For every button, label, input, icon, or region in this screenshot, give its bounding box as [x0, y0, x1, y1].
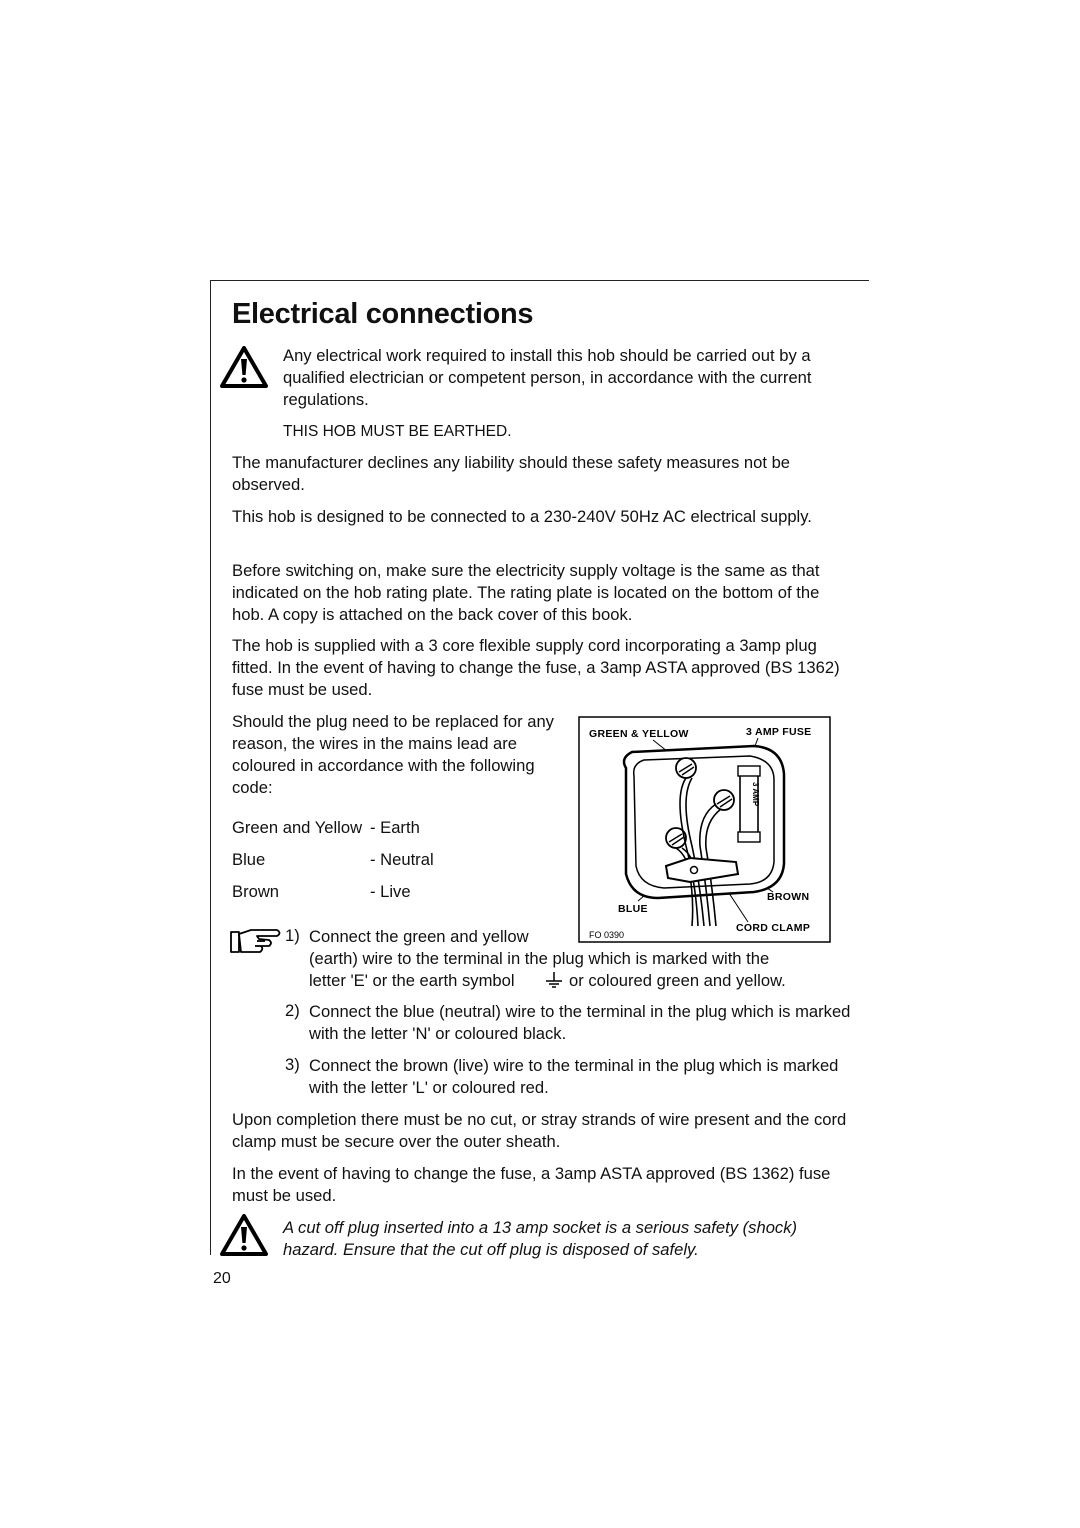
- rating-paragraph: Before switching on, make sure the electricity supply voltage is the same as that indicated on the hob rating plate. The rating plate is located on the bottom of the hob. A copy is attached on the back cover of this book.: [232, 561, 820, 624]
- label-3-amp-fuse: 3 AMP FUSE: [746, 726, 812, 738]
- color-name: Blue: [232, 850, 266, 869]
- frame-top-rule: [210, 280, 869, 281]
- liability-paragraph: The manufacturer declines any liability should these safety measures not be observed.: [232, 453, 791, 494]
- step-1-line-2: (earth) wire to the terminal in the plug which is marked with the: [309, 949, 770, 968]
- fuse-rating-text: 3 AMP: [751, 782, 760, 807]
- color-meaning: - Live: [370, 882, 411, 901]
- cord-paragraph: The hob is supplied with a 3 core flexible supply cord incorporating a 3amp plug fitted. In the event of having to change the fuse, a 3amp ASTA approved (BS 1362) fuse must be used.: [232, 636, 840, 699]
- step-2-text: Connect the blue (neutral) wire to the terminal in the plug which is marked with the letter 'N' or coloured black.: [309, 1002, 851, 1043]
- warning-triangle-icon: [220, 346, 268, 388]
- step-number: 1): [285, 926, 300, 945]
- warning-cut-off-plug: A cut off plug inserted into a 13 amp socket is a serious safety (shock) hazard. Ensure that the cut off plug is disposed of safely.: [283, 1218, 798, 1259]
- pointing-hand-icon: [229, 926, 283, 956]
- step-1-line-3b: or coloured green and yellow.: [569, 971, 786, 990]
- fuse-paragraph: In the event of having to change the fuse, a 3amp ASTA approved (BS 1362) fuse must be used.: [232, 1164, 831, 1205]
- color-meaning: - Neutral: [370, 850, 434, 869]
- page-number: 20: [213, 1270, 231, 1287]
- plug-wiring-diagram: [578, 716, 831, 943]
- label-cord-clamp: CORD CLAMP: [736, 922, 811, 934]
- step-1-line-3a: letter 'E' or the earth symbol: [309, 971, 515, 990]
- color-name: Brown: [232, 882, 280, 901]
- earthed-notice: THIS HOB MUST BE EARTHED.: [283, 423, 512, 440]
- label-brown: BROWN: [767, 891, 810, 903]
- step-3-text: Connect the brown (live) wire to the terminal in the plug which is marked with the letter 'L' or coloured red.: [309, 1056, 839, 1097]
- page-title: Electrical connections: [232, 298, 534, 330]
- step-1-line-1: Connect the green and yellow: [309, 927, 529, 946]
- step-number: 2): [285, 1001, 300, 1020]
- label-figure-ref: FO 0390: [589, 930, 625, 940]
- step-number: 3): [285, 1055, 300, 1074]
- warning-triangle-icon: [220, 1214, 268, 1256]
- label-green-yellow: GREEN & YELLOW: [589, 728, 689, 740]
- supply-paragraph: This hob is designed to be connected to a 230-240V 50Hz AC electrical supply.: [232, 507, 812, 526]
- plug-paragraph: Should the plug need to be replaced for any reason, the wires in the mains lead are coloured in accordance with the following code:: [232, 712, 554, 797]
- color-meaning: - Earth: [370, 818, 420, 837]
- label-blue: BLUE: [618, 903, 648, 915]
- completion-paragraph: Upon completion there must be no cut, or stray strands of wire present and the cord clamp must be secure over the outer sheath.: [232, 1110, 847, 1151]
- color-name: Green and Yellow: [232, 818, 363, 837]
- frame-left-rule: [210, 280, 211, 1255]
- earth-symbol-icon: [544, 970, 564, 990]
- warning-electrical-work: Any electrical work required to install this hob should be carried out by a qualified electrician or competent person, in accordance with the current regulations.: [283, 346, 812, 409]
